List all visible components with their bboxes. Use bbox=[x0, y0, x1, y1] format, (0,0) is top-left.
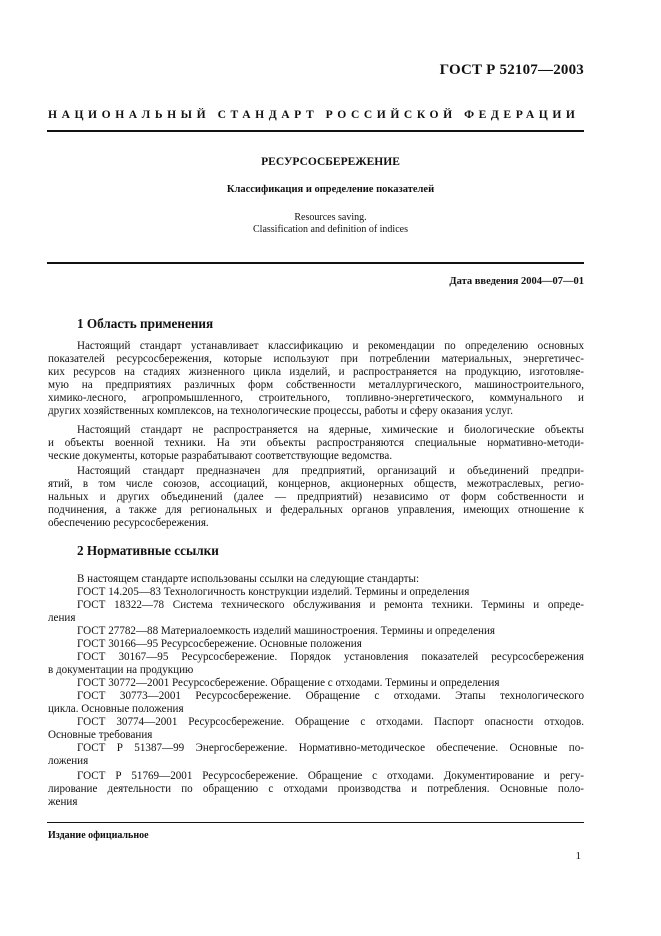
paragraph-line: ческие документы, которые разрабатывают соответствующие ведомства. bbox=[48, 450, 393, 462]
national-standard-banner: НАЦИОНАЛЬНЫЙ СТАНДАРТ РОССИЙСКОЙ ФЕДЕРАЦИИ bbox=[48, 108, 580, 121]
reference-line: В настоящем стандарте использованы ссылки на следующие стандарты: bbox=[77, 573, 420, 585]
footer-rule bbox=[47, 822, 584, 823]
reference-line: ГОСТ Р 51387—99 Энергосбережение. Нормативно-методическое обеспечение. Основные по- bbox=[77, 742, 584, 754]
paragraph-line: мую на предприятиях различных форм собственности металлургического, машиностроительного, bbox=[48, 379, 584, 391]
reference-line: цикла. Основные положения bbox=[48, 703, 184, 715]
page-number: 1 bbox=[575, 850, 581, 862]
reference-line: ГОСТ 30166—95 Ресурсосбережение. Основные положения bbox=[77, 638, 362, 650]
reference-line: Основные требования bbox=[48, 729, 153, 741]
paragraph-line: ятий, в том числе союзов, ассоциаций, концернов, акционерных обществ, межотраслевых, регио- bbox=[48, 478, 584, 490]
paragraph-line: показателей ресурсосбережения, которые используют при потреблении материальных, энергетичес- bbox=[48, 353, 584, 365]
section-1-heading: 1 Область применения bbox=[77, 316, 214, 331]
edition-label: Издание официальное bbox=[48, 830, 149, 841]
reference-line: ГОСТ Р 51769—2001 Ресурсосбережение. Обращение с отходами. Документирование и регу- bbox=[77, 770, 584, 782]
paragraph-line: и объекты военной техники. На эти объекты распространяются специальные нормативно-методи- bbox=[48, 437, 584, 449]
english-title-line-2: Classification and definition of indices bbox=[253, 224, 408, 235]
reference-line: ГОСТ 14.205—83 Технологичность конструкции изделий. Термины и определения bbox=[77, 586, 470, 598]
title-rule bbox=[47, 262, 584, 264]
reference-line: жения bbox=[48, 796, 78, 808]
reference-line: лирование деятельности по обращению с отходами производства и потребления. Основные поло- bbox=[48, 783, 584, 795]
reference-line: ГОСТ 30774—2001 Ресурсосбережение. Обращение с отходами. Паспорт опасности отходов. bbox=[77, 716, 584, 728]
paragraph-line: Настоящий стандарт не распространяется на ядерные, химические и биологические объекты bbox=[77, 424, 584, 436]
paragraph-line: нальных и других объединений (далее — предприятий) независимо от форм собственности и bbox=[48, 491, 584, 503]
reference-line: ГОСТ 30773—2001 Ресурсосбережение. Обращение с отходами. Этапы технологического bbox=[77, 690, 584, 702]
section-2-heading: 2 Нормативные ссылки bbox=[77, 543, 219, 558]
reference-line: в документации на продукцию bbox=[48, 664, 194, 676]
reference-line: ГОСТ 30167—95 Ресурсосбережение. Порядок установления показателей ресурсосбережения bbox=[77, 651, 584, 663]
document-code: ГОСТ Р 52107—2003 bbox=[439, 62, 584, 78]
paragraph-line: Настоящий стандарт устанавливает классификацию и рекомендации по определению основных bbox=[77, 340, 584, 352]
paragraph-line: других хозяйственных комплексов, на технологические процессы, работы и сферу оказания услуг. bbox=[48, 405, 513, 417]
reference-line: ГОСТ 30772—2001 Ресурсосбережение. Обращение с отходами. Термины и определения bbox=[77, 677, 500, 689]
paragraph-line: химико-лесного, агропромышленного, строительного, топливно-энергетического, коммунального и bbox=[48, 392, 584, 404]
reference-line: ложения bbox=[48, 755, 89, 767]
paragraph-line: подчинения, а также для региональных и федеральных органов управления, имеющих отношение к bbox=[48, 504, 584, 516]
reference-line: ГОСТ 18322—78 Система технического обслуживания и ремонта техники. Термины и опреде- bbox=[77, 599, 584, 611]
document-subtitle: Классификация и определение показателей bbox=[226, 184, 435, 195]
introduction-date: Дата введения 2004—07—01 bbox=[449, 276, 584, 287]
paragraph-line: Настоящий стандарт предназначен для предприятий, организаций и объединений предпри- bbox=[77, 465, 584, 477]
reference-line: ГОСТ 27782—88 Материалоемкость изделий машиностроения. Термины и определения bbox=[77, 625, 495, 637]
paragraph-line: ких ресурсов на стадиях жизненного цикла изделий, и распространяется на продукцию, изготовляе- bbox=[48, 366, 584, 378]
top-rule bbox=[47, 130, 584, 132]
english-title-line-1: Resources saving. bbox=[294, 212, 367, 223]
paragraph-line: обеспечению ресурсосбережения. bbox=[48, 517, 209, 529]
reference-line: ления bbox=[48, 612, 76, 624]
document-title: РЕСУРСОСБЕРЕЖЕНИЕ bbox=[261, 156, 400, 168]
